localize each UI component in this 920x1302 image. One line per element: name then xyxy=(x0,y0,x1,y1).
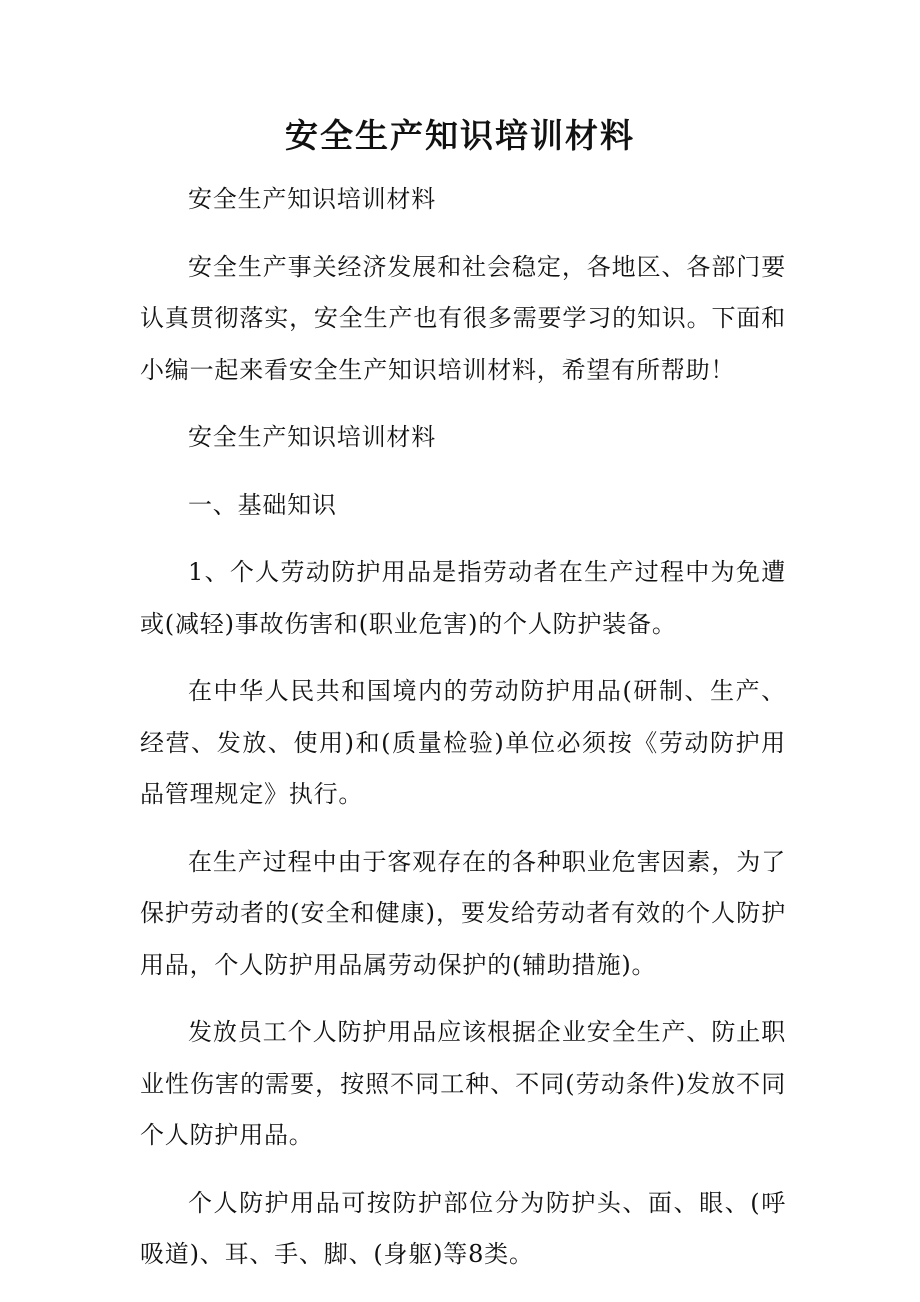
paragraph-section-heading: 安全生产知识培训材料 xyxy=(188,423,436,451)
paragraph-categories: 个人防护用品可按防护部位分为防护头、面、眼、(呼吸道)、耳、手、脚、(身躯)等8类。 xyxy=(140,1188,786,1268)
paragraph-item-1: 1、个人劳动防护用品是指劳动者在生产过程中为免遭或(减轻)事故伤害和(职业危害)的个人防护装备。 xyxy=(140,558,786,638)
paragraph-issuance: 发放员工个人防护用品应该根据企业安全生产、防止职业性伤害的需要，按照不同工种、不同(劳动条件)发放不同个人防护用品。 xyxy=(140,1018,786,1149)
paragraph-regulation: 在中华人民共和国境内的劳动防护用品(研制、生产、经营、发放、使用)和(质量检验)单位必须按《劳动防护用品管理规定》执行。 xyxy=(140,677,786,808)
paragraph-protection-purpose: 在生产过程中由于客观存在的各种职业危害因素，为了保护劳动者的(安全和健康)，要发给劳动者有效的个人防护用品，个人防护用品属劳动保护的(辅助措施)。 xyxy=(140,847,786,979)
paragraph-subtitle: 安全生产知识培训材料 xyxy=(188,185,436,213)
paragraph-intro: 安全生产事关经济发展和社会稳定，各地区、各部门要认真贯彻落实，安全生产也有很多需要学习的知识。下面和小编一起来看安全生产知识培训材料，希望有所帮助！ xyxy=(140,252,786,384)
paragraph-basic-knowledge-heading: 一、基础知识 xyxy=(188,490,337,519)
document-title: 安全生产知识培训材料 xyxy=(285,116,635,155)
document-body xyxy=(140,174,786,1297)
